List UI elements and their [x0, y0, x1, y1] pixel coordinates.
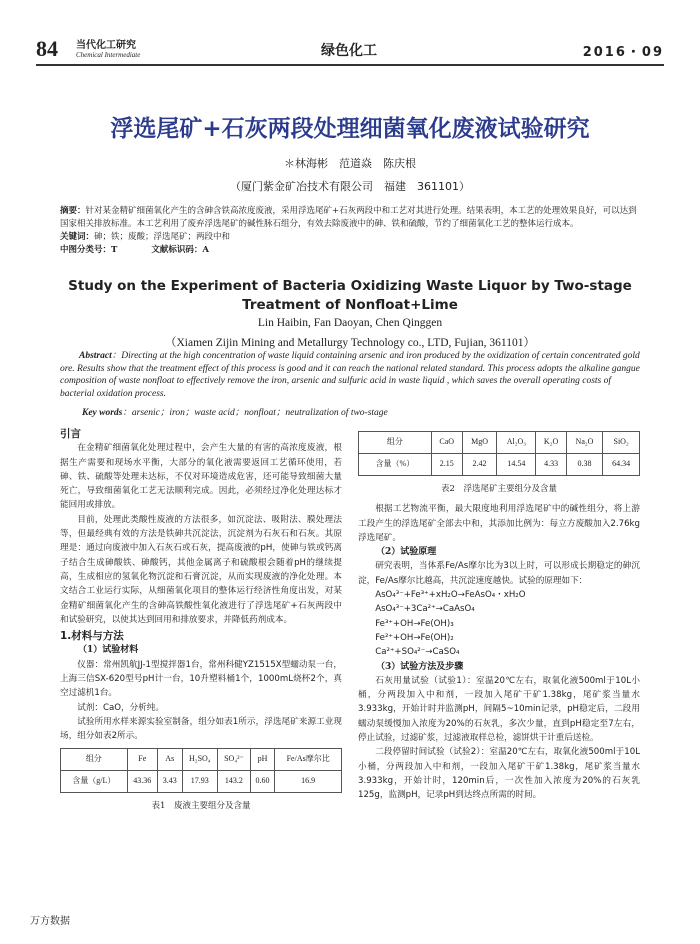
- table-2: [358, 431, 640, 476]
- equation: Ca²⁺+SO₄²⁻→CaSO₄: [375, 647, 460, 658]
- table-row-label: 含量（g/L）: [61, 770, 128, 792]
- table-header-cell: Fe/As摩尔比: [275, 748, 342, 770]
- journal-title-en: Chemical Intermediate: [76, 51, 141, 59]
- paper-title: 浮选尾矿+石灰两段处理细菌氧化废液试验研究: [110, 116, 590, 142]
- table-cell: 14.54: [497, 454, 536, 476]
- issue-number: 2016・09: [582, 45, 664, 60]
- abstract-cn: [60, 205, 640, 257]
- materials-paragraph-3: 试验所用水样来源实验室制备，组分如表1所示，浮选尾矿来源工业现场，组分如表2所示。: [60, 716, 342, 742]
- column-name: 绿色化工: [321, 43, 377, 59]
- section-1-heading: 1.材料与方法: [60, 630, 124, 643]
- clc-value: T: [111, 245, 118, 255]
- table-1-caption: 表1 废液主要组分及含量: [151, 800, 251, 811]
- right-paragraph-4: 二段停留时间试验（试验2）：室温20℃左右，取氧化液500ml于10L小桶，分两段加入中和剂，一段加入尾矿干矿1.38kg，尾矿浆当量水3.933kg，开始计时，120min后，一次性加入浓度为20%的石灰乳125g，监测pH，记录pH到达终点所需的时间。: [358, 747, 640, 801]
- table-cell: 17.93: [182, 770, 218, 792]
- table-cell: 0.38: [566, 454, 603, 476]
- table-2-header-row: [359, 432, 640, 454]
- table-cell: 0.60: [250, 770, 275, 792]
- english-affiliation: （Xiamen Zijin Mining and Metallurgy Technology co., LTD, Fujian, 361101）: [164, 337, 536, 349]
- doc-code-value: A: [202, 245, 209, 255]
- table-header-cell: SO₄²⁻: [218, 748, 251, 770]
- table-header-cell: 组分: [359, 432, 432, 454]
- table-header-cell: Al₂O₃: [497, 432, 536, 454]
- equation: Fe³⁺+OH→Fe(OH)₃: [375, 618, 454, 629]
- table-cell: 43.36: [127, 770, 157, 792]
- subsection-materials: （1）试验材料: [78, 645, 139, 656]
- english-title: Study on the Experiment of Bacteria Oxidizing Waste Liquor by Two-stage Treatment of Nonfloat+Lime: [68, 278, 632, 313]
- intro-paragraph-1: 在金精矿细菌氧化处理过程中，会产生大量的有害的高浓度废液，根据生产需要和现场水平衡，大部分的氧化液需要返回工艺循环使用，若砷、铁、硫酸等处理未达标，不仅对环境造成危害，还可能导致细菌大量死亡，导致细菌氧化工艺无法顺利完成。因此，必须经过净化处理达标才能回用或排放。: [60, 443, 342, 511]
- english-keywords-text: arsenic；iron；waste acid；nonfloat；neutralization of two-stage: [131, 408, 388, 418]
- table-header-cell: pH: [250, 748, 275, 770]
- table-2-data-row: [359, 454, 640, 476]
- table-header-cell: 组分: [61, 748, 128, 770]
- right-paragraph-2: 研究表明，当体系Fe/As摩尔比为3以上时，可以形成长期稳定的砷沉淀，Fe/As摩尔比越高，共沉淀速度越快。试验的原理如下：: [358, 561, 640, 586]
- page-header: [36, 38, 664, 62]
- equation: Fe²⁺+OH→Fe(OH)₂: [375, 632, 454, 643]
- left-column: [60, 425, 342, 819]
- table-1-data-row: [61, 770, 342, 792]
- clc-label: 中图分类号：: [60, 245, 112, 255]
- english-abstract-text: Directing at the high concentration of waste liquid containing arsenic and iron produced by the oxidization of certain concentrated gold ore. Results show that the treatment effect of this process is good and it can reach the national related standard. This process adopts the alkaline gangue composition of waste nonfloat to effectively remove the iron, arsenic and sulfuric acid in waste liquid , which saves the overall operating costs of bacterial oxidation process.: [60, 351, 640, 399]
- materials-paragraph-1: 仪器：常州凯航JJ-1型搅拌器1台，常州科健YZ1515X型蠕动泵一台，上海三信SX-620型号pH计一台，10升塑料桶1个，1000mL烧杯2个，真空过滤机1台。: [60, 659, 342, 699]
- table-cell: 143.2: [218, 770, 251, 792]
- journal-title-cn: 当代化工研究: [76, 40, 136, 51]
- keywords-text: 砷；铁；废酸；浮选尾矿；两段中和: [94, 232, 231, 242]
- page-number: 84: [36, 36, 58, 61]
- intro-heading: 引言: [60, 428, 81, 440]
- table-1: [60, 748, 342, 793]
- english-abstract-label: Abstract: [79, 351, 112, 361]
- table-row-label: 含量（%）: [359, 454, 432, 476]
- right-paragraph-1: 根据工艺物流平衡，最大限度地利用浮选尾矿中的碱性组分，将上游工段产生的浮选尾矿全部去中和，其添加比例为：每立方废酸加入2.76kg浮选尾矿。: [358, 504, 640, 543]
- table-header-cell: SiO₂: [603, 432, 640, 454]
- table-header-cell: Fe: [127, 748, 157, 770]
- subsection-principle: （2）试验原理: [376, 547, 437, 558]
- table-header-cell: H₂SO₄: [182, 748, 218, 770]
- footer-watermark: 万方数据: [30, 916, 70, 927]
- table-2-caption: 表2 浮选尾矿主要组分及含量: [441, 484, 557, 494]
- doc-code-label: 文献标识码：: [151, 245, 203, 255]
- abstract-text: 针对某金精矿细菌氧化产生的含砷含铁高浓度废液，采用浮选尾矿+石灰两段中和工艺对其进行处理。结果表明，本工艺的处理效果良好，可以达到国家相关排放标准。本工艺利用了废弃浮选尾矿的碱性脉石组分，有效去除废液中的砷、铁和硫酸，节约了细菌氧化工艺的整体运行成本。: [60, 206, 637, 229]
- materials-paragraph-2: 试剂：CaO，分析纯。: [77, 702, 164, 713]
- table-header-cell: K₂O: [536, 432, 566, 454]
- table-header-cell: CaO: [431, 432, 462, 454]
- english-keywords-label: Key words: [82, 408, 123, 418]
- affiliation: （厦门紫金矿冶技术有限公司 福建 361101）: [230, 180, 470, 193]
- table-header-cell: As: [157, 748, 182, 770]
- english-keywords: Key words：arsenic；iron；waste acid；nonfloat；neutralization of two-stage: [82, 408, 388, 418]
- subsection-method: （3）试验方法及步骤: [376, 661, 464, 672]
- keywords-label: 关键词：: [60, 232, 95, 242]
- table-cell: 16.9: [275, 770, 342, 792]
- right-column: [358, 425, 640, 803]
- table-header-cell: Na₂O: [566, 432, 603, 454]
- table-cell: 4.33: [536, 454, 566, 476]
- right-paragraph-3: 石灰用量试验（试验1）：室温20℃左右，取氧化液500ml于10L小桶，分两段加入中和剂，一段加入尾矿干矿1.38kg，尾矿浆当量水3.933kg，开始计时并监测pH，间隔5~10min记录，pH稳定后，二段用蠕动泵缓慢加入浓度为20%的石灰乳，多次少量，直到pH稳定至7左右，停止试验，过滤矿浆，过滤液取样总检，滤饼烘干计重后送检。: [358, 675, 640, 744]
- authors: ＊林海彬 范道焱 陈庆根: [284, 157, 416, 170]
- abstract-label: 摘要：: [60, 206, 86, 216]
- table-1-header-row: [61, 748, 342, 770]
- equation: AsO₄³⁻+3Ca²⁺→CaAsO₄: [375, 604, 475, 615]
- table-cell: 2.15: [431, 454, 462, 476]
- english-abstract: Abstract：Directing at the high concentration of waste liquid containing arsenic and iron produced by the oxidization of certain concentrated gold ore. Results show that the treatment effect of this process is good and it can reach the national related standard. This process adopts the alkaline gangue composition of waste nonfloat to effectively remove the iron, arsenic and sulfuric acid in waste liquid , which saves the overall operating costs of bacterial oxidation process.: [60, 351, 640, 399]
- equation: AsO₄³⁻+Fe³⁺+xH₂O→FeAsO₄・xH₂O: [375, 590, 526, 601]
- english-authors: Lin Haibin, Fan Daoyan, Chen Qinggen: [257, 317, 443, 329]
- header-rule: [36, 64, 664, 66]
- intro-paragraph-2: 目前，处理此类酸性废液的方法很多，如沉淀法、吸附法、膜处理法等，但最经典有效的方法是铁砷共沉淀法，沉淀剂为石灰石和石灰。其原理是：通过向废液中加入石灰石或石灰，提高废液的pH，使砷与铁或钙离子结合生成砷酸铁、砷酸钙，其他金属离子和硫酸根会随着pH的继续提高，生成相应的氢氧化物沉淀和石膏沉淀，从而实现废液的净化处理。本文结合工业运行实际，从细菌氧化项目的整体运行经济性角度出发，对某金精矿细菌氧化产生的含砷高铁酸性氧化液进行了浮选尾矿+石灰两段中和试验研究，以使其达到回用和排放要求，并降低药剂成本。: [60, 514, 342, 625]
- table-cell: 64.34: [603, 454, 640, 476]
- table-cell: 3.43: [157, 770, 182, 792]
- table-header-cell: MgO: [462, 432, 497, 454]
- table-cell: 2.42: [462, 454, 497, 476]
